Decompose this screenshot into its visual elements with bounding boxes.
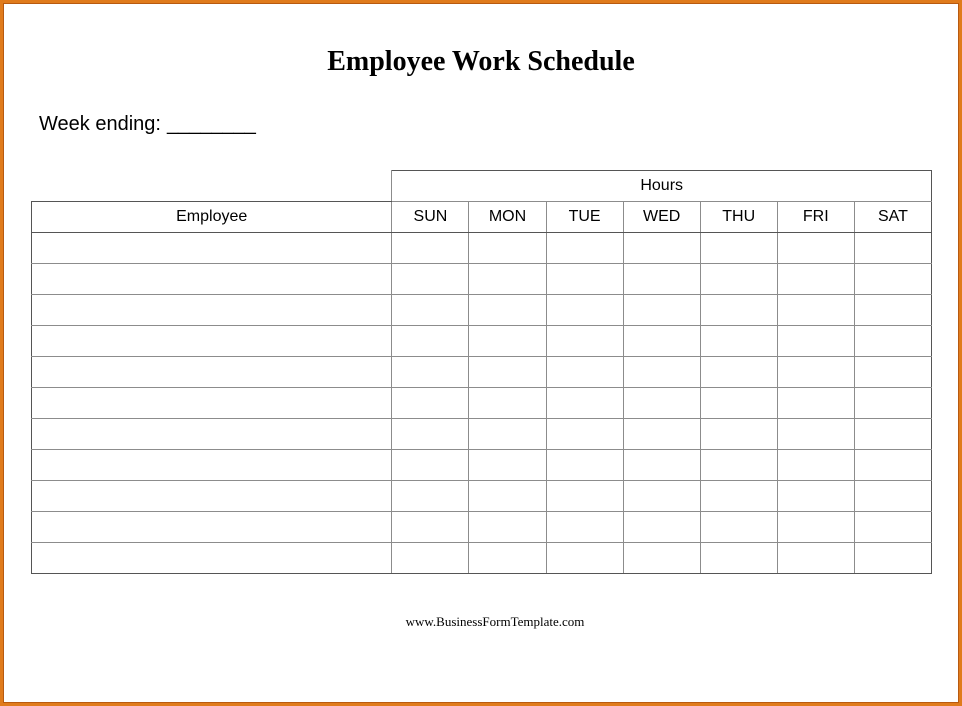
hours-cell-sat[interactable] (854, 481, 931, 512)
hours-header: Hours (392, 171, 932, 202)
hours-cell-sun[interactable] (392, 326, 469, 357)
employee-cell[interactable] (32, 233, 392, 264)
hours-cell-sun[interactable] (392, 388, 469, 419)
day-header-wed: WED (623, 202, 700, 233)
hours-cell-tue[interactable] (546, 512, 623, 543)
hours-cell-wed[interactable] (623, 233, 700, 264)
hours-cell-sat[interactable] (854, 295, 931, 326)
column-header-row (32, 202, 932, 233)
employee-cell[interactable] (32, 543, 392, 574)
hours-cell-fri[interactable] (777, 512, 854, 543)
day-header-sun: SUN (392, 202, 469, 233)
hours-cell-sat[interactable] (854, 357, 931, 388)
hours-cell-sat[interactable] (854, 543, 931, 574)
hours-cell-thu[interactable] (700, 512, 777, 543)
hours-cell-wed[interactable] (623, 450, 700, 481)
table-row (32, 326, 932, 357)
day-header-mon: MON (469, 202, 546, 233)
employee-cell[interactable] (32, 419, 392, 450)
hours-cell-tue[interactable] (546, 295, 623, 326)
table-row (32, 543, 932, 574)
hours-cell-sat[interactable] (854, 264, 931, 295)
hours-cell-tue[interactable] (546, 264, 623, 295)
hours-cell-thu[interactable] (700, 326, 777, 357)
table-row (32, 295, 932, 326)
hours-cell-tue[interactable] (546, 326, 623, 357)
hours-cell-fri[interactable] (777, 419, 854, 450)
employee-cell[interactable] (32, 357, 392, 388)
hours-cell-thu[interactable] (700, 233, 777, 264)
hours-cell-wed[interactable] (623, 295, 700, 326)
hours-cell-tue[interactable] (546, 450, 623, 481)
hours-cell-sat[interactable] (854, 233, 931, 264)
hours-cell-thu[interactable] (700, 543, 777, 574)
hours-cell-wed[interactable] (623, 481, 700, 512)
week-ending-label: Week ending: (39, 113, 161, 135)
hours-cell-sat[interactable] (854, 450, 931, 481)
table-row (32, 450, 932, 481)
hours-cell-fri[interactable] (777, 233, 854, 264)
hours-cell-fri[interactable] (777, 543, 854, 574)
employee-cell[interactable] (32, 450, 392, 481)
hours-cell-thu[interactable] (700, 357, 777, 388)
hours-cell-mon[interactable] (469, 543, 546, 574)
hours-cell-tue[interactable] (546, 388, 623, 419)
day-header-sat: SAT (854, 202, 931, 233)
hours-cell-sat[interactable] (854, 512, 931, 543)
hours-cell-sun[interactable] (392, 233, 469, 264)
table-row (32, 233, 932, 264)
hours-cell-fri[interactable] (777, 264, 854, 295)
hours-cell-thu[interactable] (700, 481, 777, 512)
hours-cell-sun[interactable] (392, 419, 469, 450)
corner-cell (32, 171, 392, 202)
week-ending-blank: ________ (166, 113, 256, 135)
hours-cell-tue[interactable] (546, 481, 623, 512)
hours-cell-fri[interactable] (777, 326, 854, 357)
hours-cell-sun[interactable] (392, 357, 469, 388)
hours-cell-mon[interactable] (469, 326, 546, 357)
hours-cell-mon[interactable] (469, 450, 546, 481)
hours-cell-sun[interactable] (392, 450, 469, 481)
hours-cell-sat[interactable] (854, 388, 931, 419)
table-row (32, 264, 932, 295)
day-header-thu: THU (700, 202, 777, 233)
employee-header: Employee (32, 202, 392, 233)
group-header-row (32, 171, 932, 202)
day-header-fri: FRI (777, 202, 854, 233)
hours-cell-mon[interactable] (469, 264, 546, 295)
employee-cell[interactable] (32, 481, 392, 512)
table-row (32, 481, 932, 512)
hours-cell-sun[interactable] (392, 481, 469, 512)
hours-cell-fri[interactable] (777, 388, 854, 419)
hours-cell-mon[interactable] (469, 233, 546, 264)
week-ending-line (39, 112, 256, 136)
hours-cell-mon[interactable] (469, 419, 546, 450)
hours-cell-wed[interactable] (623, 326, 700, 357)
table-row (32, 419, 932, 450)
page-title: Employee Work Schedule (327, 46, 635, 77)
hours-cell-mon[interactable] (469, 388, 546, 419)
hours-cell-thu[interactable] (700, 450, 777, 481)
hours-cell-wed[interactable] (623, 357, 700, 388)
hours-cell-sat[interactable] (854, 326, 931, 357)
hours-cell-thu[interactable] (700, 388, 777, 419)
footer-url: www.BusinessFormTemplate.com (405, 614, 585, 629)
employee-cell[interactable] (32, 388, 392, 419)
hours-cell-mon[interactable] (469, 295, 546, 326)
hours-cell-thu[interactable] (700, 295, 777, 326)
hours-cell-fri[interactable] (777, 295, 854, 326)
hours-cell-thu[interactable] (700, 264, 777, 295)
day-header-tue: TUE (546, 202, 623, 233)
hours-cell-mon[interactable] (469, 357, 546, 388)
hours-cell-fri[interactable] (777, 481, 854, 512)
hours-cell-mon[interactable] (469, 481, 546, 512)
hours-cell-sat[interactable] (854, 419, 931, 450)
hours-cell-wed[interactable] (623, 543, 700, 574)
employee-cell[interactable] (32, 264, 392, 295)
hours-cell-tue[interactable] (546, 357, 623, 388)
hours-cell-wed[interactable] (623, 388, 700, 419)
hours-cell-fri[interactable] (777, 357, 854, 388)
hours-cell-tue[interactable] (546, 543, 623, 574)
table-row (32, 388, 932, 419)
hours-cell-thu[interactable] (700, 419, 777, 450)
table-row (32, 512, 932, 543)
employee-cell[interactable] (32, 512, 392, 543)
hours-cell-tue[interactable] (546, 419, 623, 450)
employee-cell[interactable] (32, 295, 392, 326)
table-row (32, 357, 932, 388)
hours-cell-tue[interactable] (546, 233, 623, 264)
hours-cell-mon[interactable] (469, 512, 546, 543)
hours-cell-sun[interactable] (392, 264, 469, 295)
hours-cell-wed[interactable] (623, 264, 700, 295)
schedule-table (31, 170, 932, 574)
hours-cell-wed[interactable] (623, 419, 700, 450)
hours-cell-wed[interactable] (623, 512, 700, 543)
hours-cell-sun[interactable] (392, 512, 469, 543)
hours-cell-fri[interactable] (777, 450, 854, 481)
hours-cell-sun[interactable] (392, 295, 469, 326)
employee-cell[interactable] (32, 326, 392, 357)
hours-cell-sun[interactable] (392, 543, 469, 574)
